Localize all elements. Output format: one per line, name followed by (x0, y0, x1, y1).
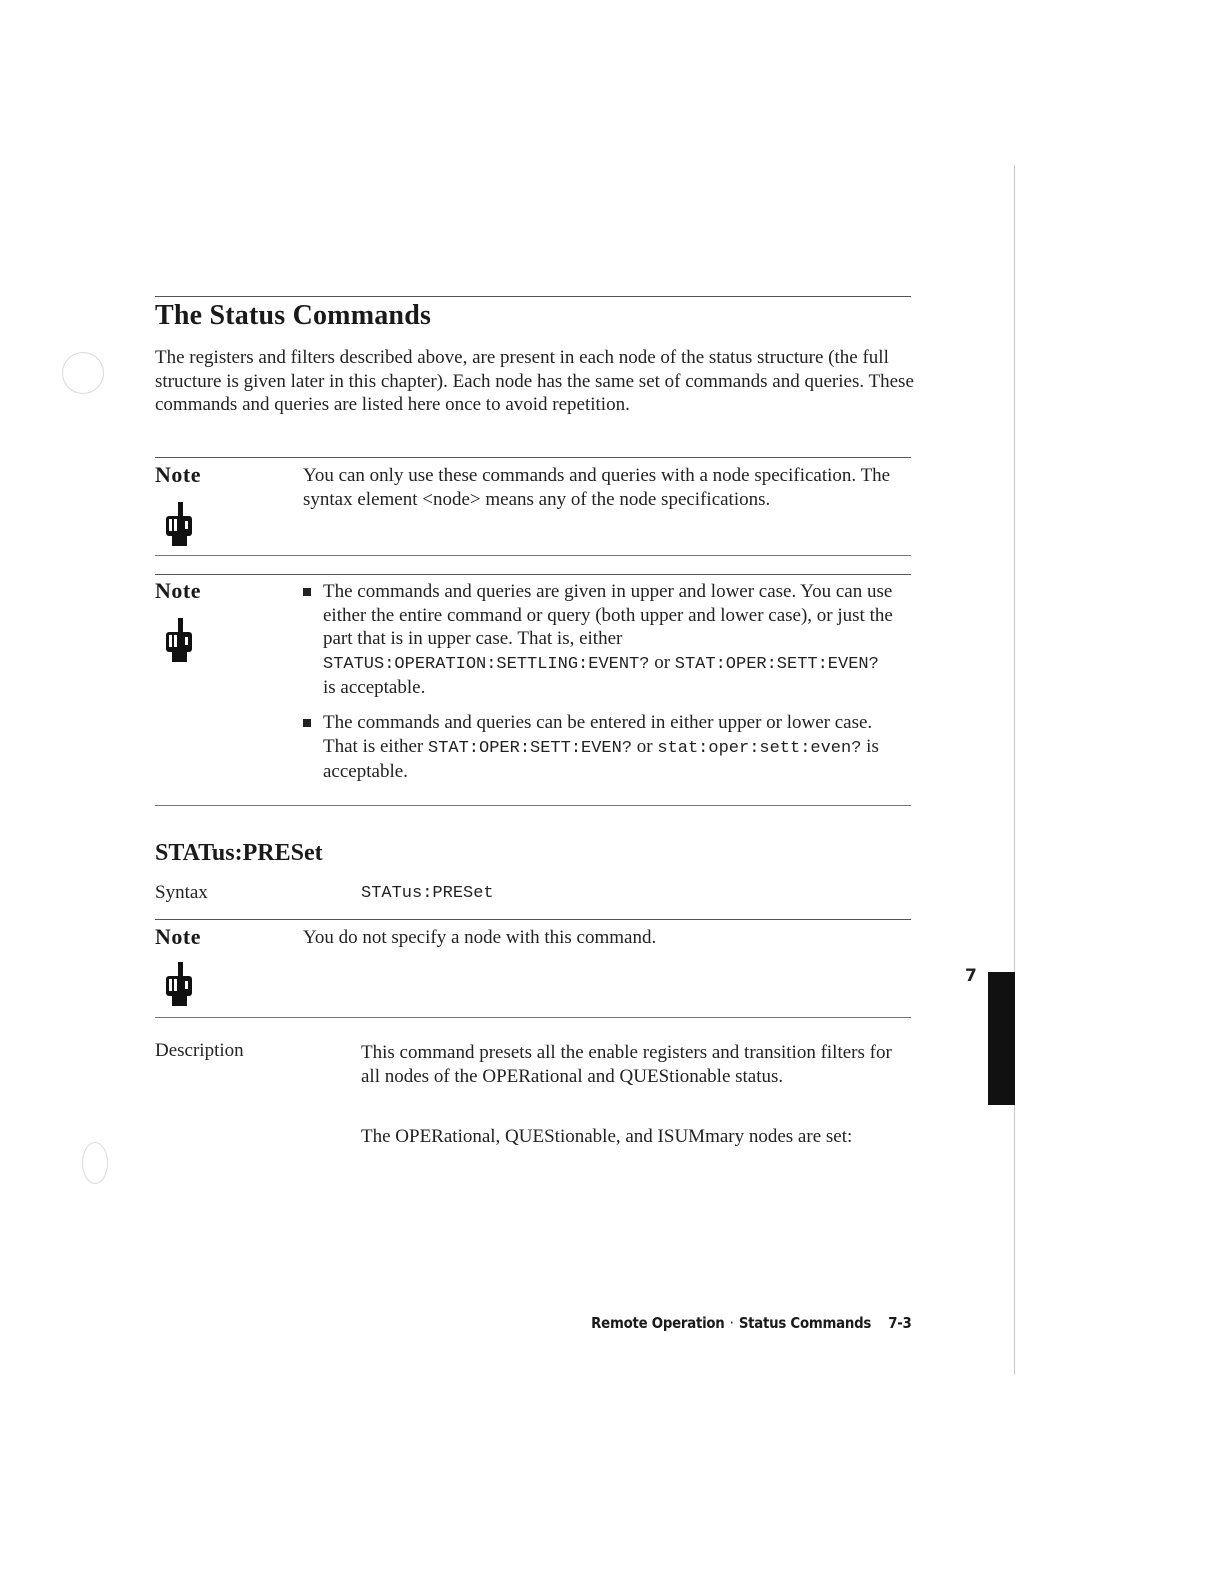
bullet-text: The commands and queries are given in upper and lower case. You can use either the entire command or query (both upper and lower case), or just the part that is in upper case. That is, either (323, 581, 893, 650)
syntax-label: Syntax (155, 882, 208, 903)
chapter-tab-bar (988, 972, 1015, 1105)
bullet-square-icon (303, 588, 311, 596)
note-text: You can only use these commands and queries with a node specification. The syntax element <node> means any of the node specifications. (303, 465, 891, 510)
note-bottom-rule (155, 805, 911, 806)
note-bottom-rule (155, 555, 911, 556)
page-edge-line (1014, 165, 1015, 1375)
bullet-text: The commands and queries can be entered in either upper or lower case. That is either (323, 712, 873, 757)
note-label: Note (155, 462, 201, 487)
note-label: Note (155, 924, 201, 949)
note-text: You do not specify a node with this command. (303, 927, 657, 948)
note-bottom-rule (155, 1017, 911, 1018)
note-top-rule (155, 457, 911, 458)
syntax-value: STATus:PRESet (361, 884, 494, 903)
command-title: STATus:PRESet (155, 840, 323, 866)
section-top-rule (155, 296, 911, 297)
margin-mark (82, 1142, 108, 1184)
page-number: 7-3 (888, 1314, 912, 1332)
command-example: STAT:OPER:SETT:EVEN? (428, 738, 633, 758)
pointing-hand-icon (163, 962, 195, 1008)
footer-separator: · (730, 1314, 735, 1332)
note-label: Note (155, 578, 201, 603)
pointing-hand-icon (163, 502, 195, 548)
margin-mark (62, 352, 104, 394)
bullet-text: is acceptable. (323, 677, 426, 699)
section-intro: The registers and filters described above, are present in each node of the status structure (the full structure is given later in this chapter). Each node has the same set of commands and queries. These commands and queries are listed here once to avoid repetition. (155, 347, 914, 416)
command-example: stat:oper:sett:even? (657, 738, 862, 758)
command-example: STATUS:OPERATION:SETTLING:EVENT? (323, 654, 650, 674)
description-paragraph: The OPERational, QUEStionable, and ISUMmary nodes are set: (361, 1126, 853, 1147)
bullet-text: or (649, 651, 675, 673)
section-title: The Status Commands (155, 300, 432, 331)
note-bullet (303, 580, 893, 700)
description-label: Description (155, 1040, 244, 1061)
note-bullet (303, 711, 893, 784)
page-footer (592, 1314, 912, 1332)
note-top-rule (155, 919, 911, 920)
command-example: STAT:OPER:SETT:EVEN? (674, 654, 879, 674)
bullet-text: is acceptable. (323, 735, 879, 783)
pointing-hand-icon (163, 618, 195, 664)
chapter-tab-number: 7 (965, 966, 977, 986)
description-paragraph: This command presets all the enable registers and transition filters for all nodes of the OPERational and QUEStionable status. (361, 1042, 892, 1087)
bullet-text: or (632, 735, 658, 757)
bullet-square-icon (303, 719, 311, 727)
note-top-rule (155, 574, 911, 575)
footer-section: Status Commands (739, 1314, 872, 1332)
footer-chapter: Remote Operation (591, 1314, 725, 1332)
